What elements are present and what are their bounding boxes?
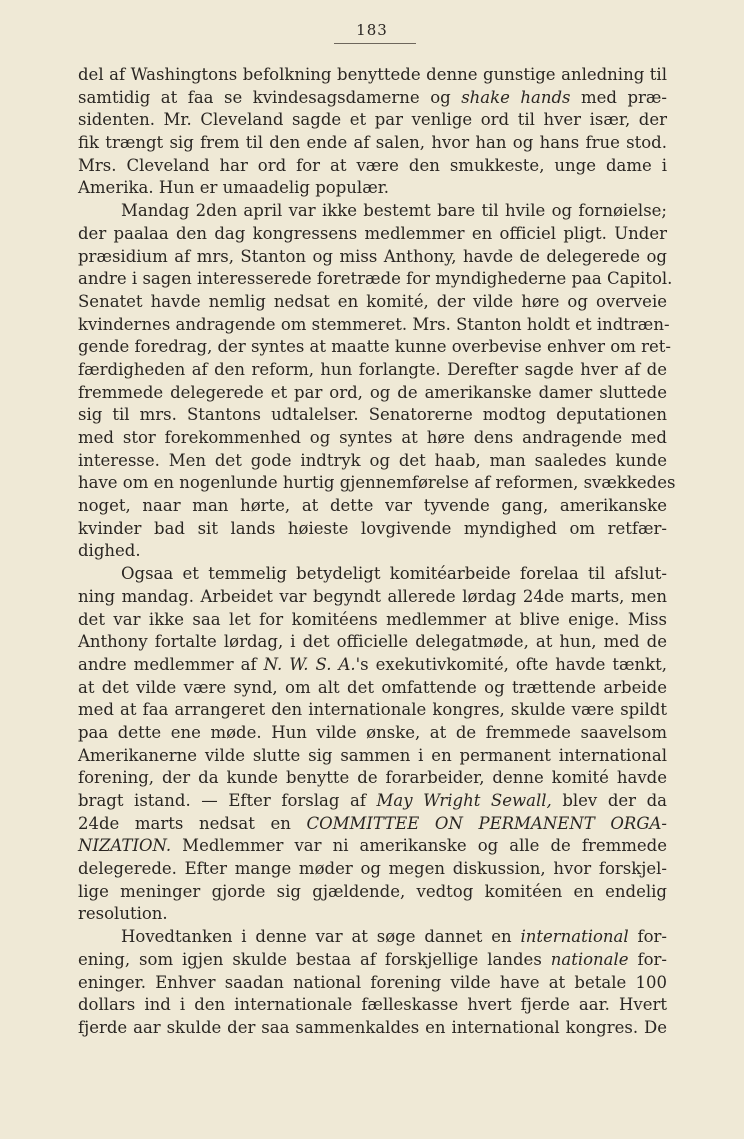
text-line	[78, 64, 667, 87]
text-line	[78, 586, 667, 609]
text-segment: Ogsaa et temmelig betydeligt komitéarbeide forelaa til afslut-	[121, 564, 667, 584]
text-line	[78, 518, 667, 541]
text-line	[78, 903, 667, 926]
page-number: 183	[356, 21, 388, 39]
text-line	[78, 563, 667, 586]
text-segment: resolution.	[78, 904, 168, 924]
text-segment: fremmede delegerede et par ord, og de amerikanske damer sluttede	[78, 382, 667, 402]
text-segment: 's exekutivkomité, ofte havde tænkt,	[355, 654, 667, 674]
text-line	[78, 745, 667, 768]
text-segment: det var ikke saa let for komitéens medlemmer at blive enige. Miss	[78, 609, 667, 629]
text-line	[78, 790, 667, 813]
text-segment: blev der da	[551, 791, 668, 810]
text-segment: noget, naar man hørte, at dette var tyvende gang, amerikanske	[78, 496, 667, 516]
text-line	[78, 314, 670, 337]
italic-text: NIZATION.	[78, 836, 172, 856]
text-segment: andre i sagen interesserede foretræde for myndighederne paa Capitol.	[78, 269, 673, 289]
text-segment: for-	[628, 927, 668, 947]
text-line	[78, 994, 667, 1017]
text-line	[78, 132, 667, 155]
text-line	[78, 472, 676, 495]
italic-text: May Wright Sewall,	[376, 791, 552, 810]
italic-text: N. W. S. A.	[263, 654, 356, 674]
text-segment: interesse. Men det gode indtryk og det haab, man saaledes kunde	[78, 450, 667, 470]
text-segment: andre medlemmer af	[78, 654, 264, 674]
text-segment: ning mandag. Arbeidet var begyndt allerede lørdag 24de marts, men	[78, 586, 667, 606]
text-line	[78, 858, 667, 881]
text-segment: der paalaa den dag kongressens medlemmer en officiel pligt. Under	[78, 223, 667, 243]
text-line	[78, 382, 667, 405]
text-segment: for-	[628, 949, 667, 969]
text-segment: ening, som igjen skulde bestaa af forskjellige landes	[78, 949, 551, 969]
text-segment: Senatet havde nemlig nedsat en komité, der vilde høre og overveie	[78, 291, 667, 311]
text-line	[78, 813, 667, 836]
text-segment: Anthony fortalte lørdag, i det officielle delegatmøde, at hun, med de	[78, 632, 667, 652]
text-segment: del af Washingtons befolkning benyttede denne gunstige anledning til	[78, 65, 667, 84]
text-segment: bragt istand. — Efter forslag af	[78, 791, 377, 810]
text-segment: Mandag 2den april var ikke bestemt bare til hvile og fornøielse;	[121, 201, 667, 221]
text-line	[78, 1017, 667, 1040]
text-line	[78, 631, 667, 654]
text-segment: færdigheden af den reform, hun forlangte. Derefter sagde hver af de	[78, 359, 667, 379]
text-segment: samtidig at faa se kvindesagsdamerne og	[78, 87, 462, 107]
text-line	[78, 972, 667, 995]
body-text	[78, 64, 676, 1040]
text-line	[78, 881, 667, 904]
italic-text: shake hands	[461, 87, 571, 107]
text-segment: sig til mrs. Stantons udtalelser. Senatorerne modtog deputationen	[78, 405, 667, 425]
text-segment: sidenten. Mr. Cleveland sagde et par venlige ord til hver især, der	[78, 110, 667, 130]
text-segment: med præ-	[570, 87, 667, 107]
text-line	[78, 223, 667, 246]
text-line	[78, 155, 667, 178]
text-line	[78, 291, 667, 314]
italic-text: nationale	[550, 949, 629, 969]
text-segment: Amerikanerne vilde slutte sig sammen i en permanent international	[78, 745, 667, 765]
text-segment: dollars ind i den internationale fælleskasse hvert fjerde aar. Hvert	[78, 995, 667, 1015]
text-line	[78, 359, 667, 382]
text-line	[78, 404, 667, 427]
text-segment: Medlemmer var ni amerikanske og alle de fremmede	[171, 836, 667, 856]
text-segment: fjerde aar skulde der saa sammenkaldes en international kongres. De	[78, 1017, 667, 1037]
text-line	[78, 949, 667, 972]
text-segment: lige meninger gjorde sig gjældende, vedtog komitéen en endelig	[78, 881, 667, 901]
text-segment: gende foredrag, der syntes at maatte kunne overbevise enhver om ret-	[78, 337, 671, 357]
text-line	[78, 87, 667, 110]
text-segment: paa dette ene møde. Hun vilde ønske, at de fremmede saavelsom	[78, 722, 667, 742]
text-line	[78, 835, 667, 858]
text-segment: Mrs. Cleveland har ord for at være den smukkeste, unge dame i	[78, 155, 667, 175]
text-segment: præsidium af mrs, Stanton og miss Anthony, havde de delegerede og	[78, 246, 667, 266]
text-line	[78, 427, 667, 450]
text-line	[78, 677, 667, 700]
text-segment: have om en nogenlunde hurtig gjennemførelse af reformen, svækkedes	[78, 473, 676, 493]
text-line	[78, 336, 671, 359]
italic-text: COMMITTEE ON PERMANENT ORGA-	[306, 813, 667, 833]
text-line	[78, 268, 673, 291]
text-segment: kvindernes andragende om stemmeret. Mrs. Stanton holdt et indtræn-	[78, 314, 670, 334]
text-line	[78, 495, 667, 518]
header-rule	[334, 43, 416, 44]
italic-text: international	[520, 927, 629, 947]
text-line	[78, 926, 667, 949]
text-line	[78, 699, 667, 722]
text-segment: delegerede. Efter mange møder og megen diskussion, hvor forskjel-	[78, 859, 667, 879]
text-line	[78, 722, 667, 745]
text-segment: Amerika. Hun er umaadelig populær.	[78, 178, 390, 198]
text-segment: med at faa arrangeret den internationale kongres, skulde være spildt	[78, 700, 667, 720]
text-segment: 24de marts nedsat en	[78, 813, 307, 833]
text-segment: Hovedtanken i denne var at søge dannet en	[121, 927, 521, 947]
text-line	[78, 246, 667, 269]
text-segment: med stor forekommenhed og syntes at høre dens andragende med	[78, 428, 667, 447]
text-line	[78, 109, 667, 132]
text-segment: fik trængt sig frem til den ende af salen, hvor han og hans frue stod.	[78, 133, 667, 153]
text-segment: kvinder bad sit lands høieste lovgivende myndighed om retfær-	[78, 518, 667, 538]
text-segment: eninger. Enhver saadan national forening vilde have at betale 100	[78, 972, 667, 992]
text-segment: dighed.	[78, 541, 141, 561]
text-line	[78, 540, 667, 563]
text-line	[78, 450, 667, 473]
text-line	[78, 767, 667, 790]
text-line	[78, 200, 667, 223]
text-line	[78, 609, 667, 632]
text-line	[78, 177, 667, 200]
text-line	[78, 654, 667, 677]
text-segment: at det vilde være synd, om alt det omfattende og trættende arbeide	[78, 677, 667, 697]
text-segment: forening, der da kunde benytte de forarbeider, denne komité havde	[78, 768, 667, 788]
